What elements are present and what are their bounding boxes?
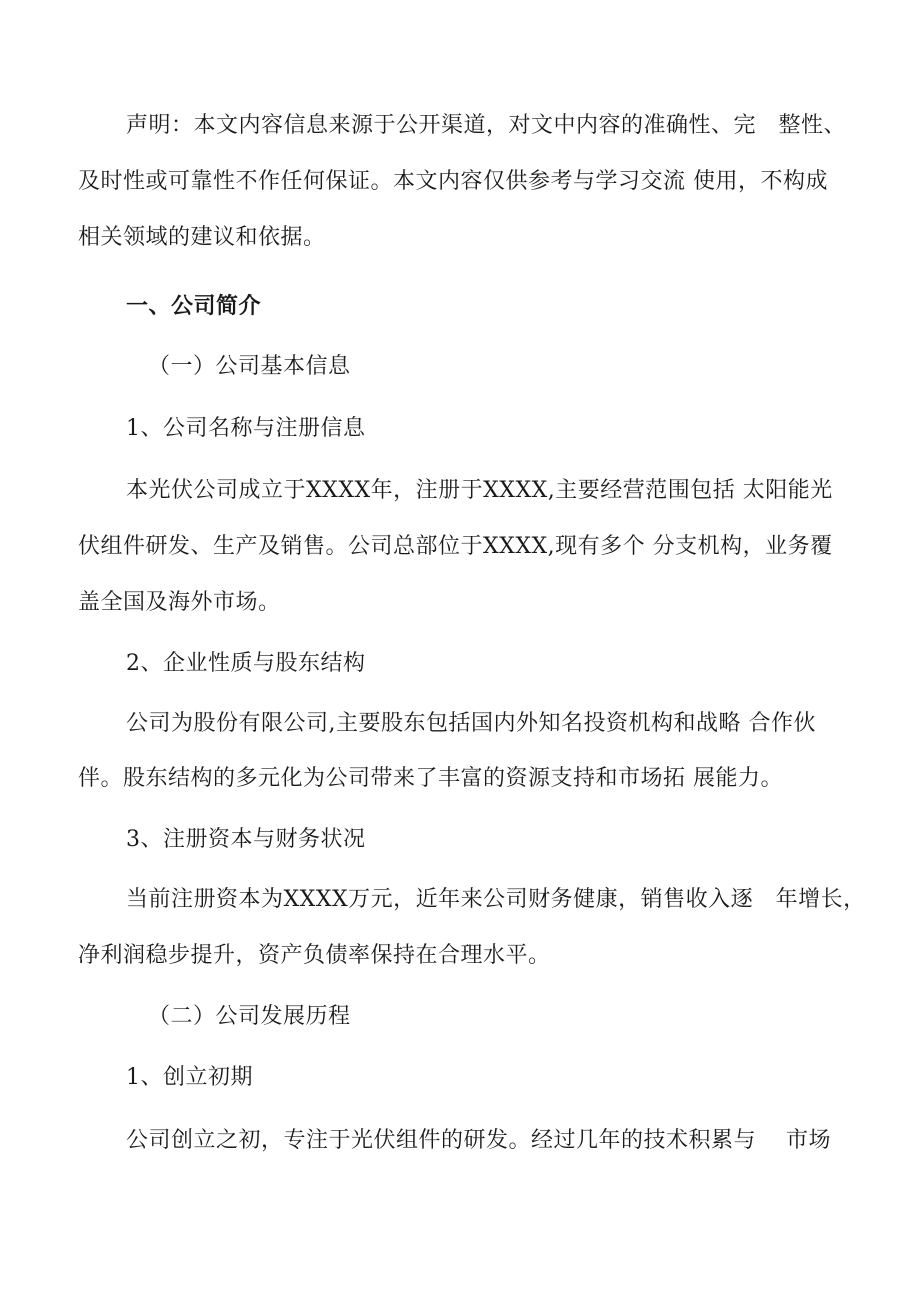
paragraph-line: 公司创立之初，专注于光伏组件的研发。经过几年的技术积累与 市场 [126, 1128, 831, 1153]
paragraph-line: 当前注册资本为XXXX万元，近年来公司财务健康，销售收入逐 年增长， [126, 887, 866, 912]
item-heading-name-registration: 1、公司名称与注册信息 [126, 416, 366, 441]
section-heading-company-intro: 一、公司简介 [126, 293, 262, 319]
paragraph-line: 公司为股份有限公司,主要股东包括国内外知名投资机构和战略 合作伙 [126, 711, 816, 736]
disclaimer-line-2: 及时性或可靠性不作任何保证。本文内容仅供参考与学习交流 使用，不构成 [78, 169, 828, 194]
paragraph-line: 本光伏公司成立于XXXX年，注册于XXXX,主要经营范围包括 太阳能光 [126, 478, 833, 503]
disclaimer-line-1: 声明：本文内容信息来源于公开渠道，对文中内容的准确性、完 整性、 [126, 113, 846, 138]
paragraph-line: 净利润稳步提升，资产负债率保持在合理水平。 [78, 943, 551, 968]
disclaimer-line-3: 相关领域的建议和依据。 [78, 225, 326, 250]
item-heading-capital-finance: 3、注册资本与财务状况 [126, 827, 366, 852]
item-heading-nature-shareholders: 2、企业性质与股东结构 [126, 651, 366, 676]
subsection-heading-basic-info: （一）公司基本信息 [148, 354, 351, 379]
paragraph-line: 伏组件研发、生产及销售。公司总部位于XXXX,现有多个 分支机构，业务覆 [78, 534, 833, 559]
item-heading-founding: 1、创立初期 [126, 1065, 253, 1090]
subsection-heading-history: （二）公司发展历程 [148, 1004, 351, 1029]
paragraph-line: 盖全国及海外市场。 [78, 590, 281, 615]
paragraph-line: 伴。股东结构的多元化为公司带来了丰富的资源支持和市场拓 展能力。 [78, 766, 783, 791]
